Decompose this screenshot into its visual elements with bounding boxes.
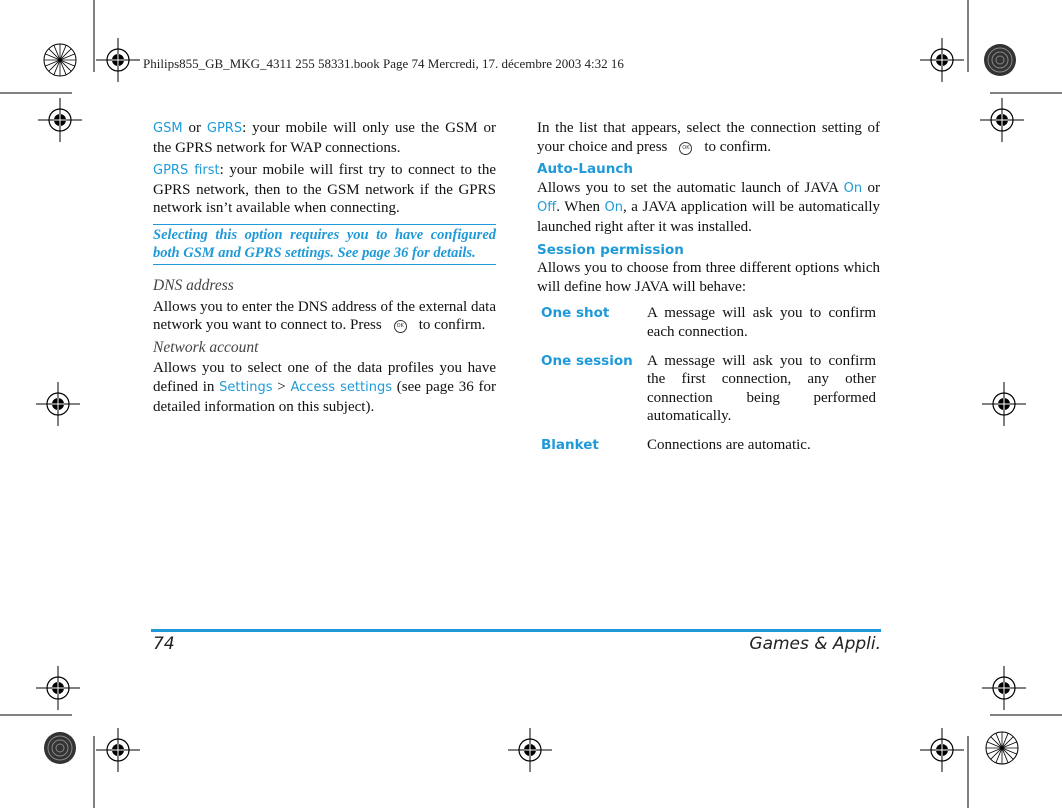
ok-key-icon: OK <box>679 142 692 155</box>
registration-mark-icon <box>920 728 964 772</box>
option-description: A message will ask you to confirm the first connection, any other connection being performed automatically. <box>647 352 876 425</box>
option-description: Connections are automatic. <box>647 436 811 453</box>
right-column <box>537 119 880 465</box>
off-term: Off <box>537 200 557 216</box>
dns-address-heading: DNS address <box>153 276 234 294</box>
intro-paragraph: In the list that appears, select the connection setting of your choice and press OK to confirm. <box>537 120 880 155</box>
dns-address-paragraph: Allows you to enter the DNS address of the external data network you want to connect to. Press OK to confirm. <box>153 298 496 334</box>
on-term: On <box>604 200 624 216</box>
gsm-gprs-paragraph: GSM or GPRS: your mobile will only use the GSM or the GPRS network for WAP connections. <box>153 120 497 156</box>
print-file-info: Philips855_GB_MKG_4311 255 58331.book Page 74 Mercredi, 17. décembre 2003 4:32 16 <box>143 56 624 71</box>
network-account-heading: Network account <box>153 338 259 356</box>
option-name: One shot <box>541 305 610 322</box>
session-options-table <box>537 304 880 464</box>
section-title: Games & Appli. <box>749 634 881 654</box>
auto-launch-paragraph: Allows you to set the automatic launch of JAVA On or Off. When On, a JAVA application will be automatically launched right after it was installed. <box>537 179 880 235</box>
left-column <box>153 119 496 420</box>
registration-mark-icon <box>920 38 964 82</box>
on-term: On <box>843 180 863 196</box>
ok-key-icon: OK <box>394 320 407 333</box>
registration-star-icon <box>986 732 1018 764</box>
session-permission-paragraph: Allows you to choose from three different options which will define how JAVA will behave: <box>537 260 880 295</box>
registration-mark-icon <box>980 98 1024 142</box>
gprs-first-paragraph: GPRS first: your mobile will first try to connect to the GPRS network, then to the GSM network if the GPRS network isn’t available when connecting. <box>153 162 496 217</box>
registration-mark-icon <box>508 728 552 772</box>
configuration-note: Selecting this option requires you to have configured both GSM and GPRS settings. See page 36 for details. <box>153 224 496 265</box>
table-row <box>537 352 880 436</box>
option-name: Blanket <box>541 436 599 453</box>
registration-mark-icon <box>36 382 80 426</box>
table-row <box>537 304 880 351</box>
session-permission-heading: Session permission <box>537 241 684 258</box>
page-number: 74 <box>153 634 175 654</box>
gsm-term: GSM <box>153 121 183 136</box>
gprs-first-term: GPRS first <box>153 163 220 179</box>
footer-rule <box>151 629 881 632</box>
registration-target-icon <box>984 44 1016 76</box>
access-settings-term: Access settings <box>290 379 392 395</box>
table-row <box>537 436 880 465</box>
registration-mark-icon <box>982 666 1026 710</box>
registration-star-icon <box>44 44 76 76</box>
settings-term: Settings <box>219 379 273 395</box>
registration-mark-icon <box>96 728 140 772</box>
gprs-term: GPRS <box>206 121 243 136</box>
option-description: A message will ask you to confirm each connection. <box>647 305 876 340</box>
registration-mark-icon <box>38 98 82 142</box>
network-account-paragraph: Allows you to select one of the data profiles you have defined in Settings > Access settings (see page 36 for detailed information on this subject). <box>153 360 496 415</box>
option-name: One session <box>541 352 633 369</box>
auto-launch-heading: Auto-Launch <box>537 161 633 178</box>
registration-mark-icon <box>982 382 1026 426</box>
registration-mark-icon <box>96 38 140 82</box>
registration-mark-icon <box>36 666 80 710</box>
registration-target-icon <box>44 732 76 764</box>
